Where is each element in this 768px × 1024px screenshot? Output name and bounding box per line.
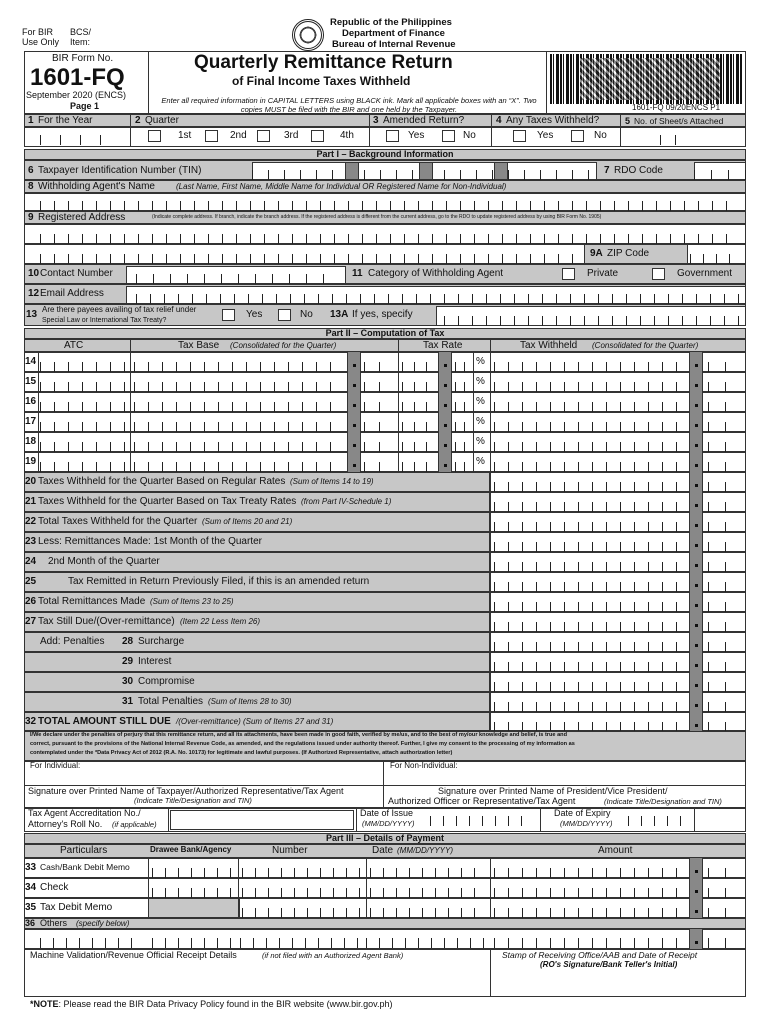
- tax-base-field[interactable]: [134, 422, 344, 432]
- atc-field[interactable]: [40, 442, 128, 452]
- barcode-label: 1601-FQ 09/20ENCS P1: [632, 103, 721, 112]
- tax-rate-field[interactable]: [402, 362, 438, 372]
- form-title: Quarterly Remittance Return: [194, 52, 453, 73]
- agent-accreditation-field[interactable]: [170, 810, 354, 830]
- payment-r33-label: Cash/Bank Debit Memo: [40, 862, 130, 872]
- part3-title: Part III – Details of Payment: [24, 833, 746, 844]
- tax-withheld-field[interactable]: [494, 382, 686, 392]
- zip-label: ZIP Code: [607, 248, 650, 259]
- signature-non-individual-label[interactable]: Signature over Printed Name of President/Vice President/: [438, 786, 668, 796]
- col-tax-rate: Tax Rate: [423, 340, 463, 351]
- item-number: 32: [25, 716, 37, 727]
- row-number: 17: [25, 416, 37, 427]
- bir-text: Bureau of Internal Revenue: [332, 39, 456, 50]
- part1-title: Part I – Background Information: [24, 149, 746, 160]
- amount-field[interactable]: [494, 868, 686, 878]
- tax-withheld-field[interactable]: [494, 362, 686, 372]
- item-31-label: Total Penalties: [138, 696, 204, 707]
- atc-field[interactable]: [40, 402, 128, 412]
- payment-r34-label: Check: [40, 882, 69, 893]
- date-of-expiry-field[interactable]: [628, 816, 688, 826]
- tin-label: Taxpayer Identification Number (TIN): [38, 165, 202, 176]
- withheld-yes-checkbox[interactable]: [513, 130, 526, 142]
- item-number: 30: [122, 676, 134, 687]
- relief-no-checkbox[interactable]: [278, 309, 291, 321]
- item-number: 24: [25, 556, 37, 567]
- form-subtitle: of Final Income Taxes Withheld: [232, 74, 411, 88]
- date-field[interactable]: [370, 868, 486, 878]
- item-number: 20: [25, 476, 37, 487]
- item-30-label: Compromise: [138, 676, 195, 687]
- item-28-label: Surcharge: [138, 636, 185, 647]
- amount-field[interactable]: [494, 908, 686, 918]
- item-number: 25: [25, 576, 37, 587]
- category-government-checkbox[interactable]: [652, 268, 665, 280]
- date-of-expiry-label: Date of Expiry: [554, 808, 611, 818]
- dof-text: Department of Finance: [342, 28, 445, 39]
- tax-rate-field[interactable]: [402, 422, 438, 432]
- item-number: 31: [122, 696, 134, 707]
- tax-withheld-field[interactable]: [494, 402, 686, 412]
- payment-r35-label: Tax Debit Memo: [40, 902, 113, 913]
- email-label: Email Address: [40, 288, 104, 299]
- stamp-label: Stamp of Receiving Office/AAB and Date of Receipt: [502, 950, 698, 960]
- rdo-label: RDO Code: [614, 165, 663, 176]
- col-tax-base: Tax Base: [178, 340, 220, 351]
- add-penalties-label: Add: Penalties: [40, 636, 105, 647]
- page-number: Page 1: [70, 101, 100, 111]
- tax-base-field[interactable]: [134, 462, 344, 472]
- row-number: 19: [25, 456, 37, 467]
- date-of-issue-field[interactable]: [430, 816, 534, 826]
- item-20-label: Taxes Withheld for the Quarter Based on Regular Rates: [38, 476, 286, 487]
- sheets-label: No. of Sheet/s Attached: [634, 116, 724, 126]
- year-field[interactable]: [40, 135, 120, 145]
- row-number: 16: [25, 396, 37, 407]
- republic-text: Republic of the Philippines: [330, 17, 452, 28]
- amount-field[interactable]: [494, 888, 686, 898]
- tax-rate-field[interactable]: [402, 462, 438, 472]
- atc-field[interactable]: [40, 422, 128, 432]
- sheets-field[interactable]: [660, 135, 690, 145]
- item-number: 22: [25, 516, 37, 527]
- amended-yes-checkbox[interactable]: [386, 130, 399, 142]
- number-field[interactable]: [242, 908, 362, 918]
- item-number: 21: [25, 496, 37, 507]
- atc-field[interactable]: [40, 362, 128, 372]
- form-edition: September 2020 (ENCS): [26, 90, 127, 100]
- signature-individual-label[interactable]: Signature over Printed Name of Taxpayer/Authorized Representative/Tax Agent: [28, 786, 344, 796]
- agent-accreditation-label: Tax Agent Accreditation No./: [28, 808, 141, 818]
- part2-title: Part II – Computation of Tax: [24, 328, 746, 339]
- tax-base-field[interactable]: [134, 362, 344, 372]
- bcs-label: BCS/: [70, 27, 92, 37]
- tax-withheld-field[interactable]: [494, 442, 686, 452]
- item-25-label: Tax Remitted in Return Previously Filed, if this is an amended return: [68, 576, 370, 587]
- date-field[interactable]: [370, 888, 486, 898]
- item-number: 28: [122, 636, 134, 647]
- item-label: Item:: [70, 37, 91, 47]
- quarter-3rd-checkbox[interactable]: [257, 130, 270, 142]
- item-number: 29: [122, 656, 134, 667]
- declaration-text: I/We declare under the penalties of perjury that this remittance return, and all its attachments, have been made in good faith, verified by me/us, and to the best of my/our knowledge and belief, is true and: [30, 732, 568, 738]
- item-22-label: Total Taxes Withheld for the Quarter: [38, 516, 198, 527]
- item-number: 26: [25, 596, 37, 607]
- item-number: 23: [25, 536, 37, 547]
- tax-rate-field[interactable]: [402, 402, 438, 412]
- bir-seal-icon: [292, 19, 324, 51]
- item-29-label: Interest: [138, 656, 172, 667]
- form-number: 1601-FQ: [30, 64, 125, 91]
- form-no-label: BIR Form No.: [52, 53, 114, 64]
- row-number: 14: [25, 356, 37, 367]
- note-label: *NOTE: [30, 999, 59, 1009]
- number-field[interactable]: [242, 888, 362, 898]
- item-number: 27: [25, 616, 37, 627]
- category-label: Category of Withholding Agent: [368, 268, 504, 279]
- date-field[interactable]: [370, 908, 486, 918]
- tax-base-field[interactable]: [134, 402, 344, 412]
- quarter-1st-checkbox[interactable]: [148, 130, 161, 142]
- col-tax-withheld: Tax Withheld: [520, 340, 578, 351]
- relief-specify-label: If yes, specify: [352, 309, 413, 320]
- agent-name-label: Withholding Agent's Name: [38, 181, 155, 192]
- quarter-label: Quarter: [145, 115, 179, 126]
- item-32-label: TOTAL AMOUNT STILL DUE: [38, 716, 171, 727]
- item-26-label: Total Remittances Made: [38, 596, 146, 607]
- tax-base-field[interactable]: [134, 382, 344, 392]
- tax-base-field[interactable]: [134, 442, 344, 452]
- item-24-label: 2nd Month of the Quarter: [48, 556, 160, 567]
- number-field[interactable]: [242, 868, 362, 878]
- quarter-4th-checkbox[interactable]: [311, 130, 324, 142]
- tax-rate-field[interactable]: [402, 442, 438, 452]
- relief-question: Are there payees availing of tax relief under: [42, 305, 197, 314]
- row-number: 15: [25, 376, 37, 387]
- for-bir-label: For BIR: [22, 27, 54, 37]
- tax-rate-field[interactable]: [402, 382, 438, 392]
- year-label: For the Year: [38, 115, 93, 126]
- withheld-no-checkbox[interactable]: [571, 130, 584, 142]
- drawee-bank-field[interactable]: [152, 888, 236, 898]
- payment-others-amount[interactable]: [494, 938, 686, 948]
- row-number: 18: [25, 436, 37, 447]
- barcode-pattern: [580, 58, 720, 100]
- use-only-label: Use Only: [22, 37, 60, 47]
- drawee-bank-field[interactable]: [152, 868, 236, 878]
- item-21-label: Taxes Withheld for the Quarter Based on Tax Treaty Rates: [38, 496, 297, 507]
- relief-yes-checkbox[interactable]: [222, 309, 235, 321]
- payment-others-label: Others: [40, 918, 68, 928]
- quarter-2nd-checkbox[interactable]: [205, 130, 218, 142]
- any-withheld-label: Any Taxes Withheld?: [506, 115, 600, 126]
- zip-field[interactable]: [690, 254, 742, 264]
- tax-withheld-field[interactable]: [494, 422, 686, 432]
- tax-withheld-field[interactable]: [494, 462, 686, 472]
- item-23-label: Less: Remittances Made: 1st Month of the Quarter: [38, 536, 262, 547]
- col-atc: ATC: [64, 340, 84, 351]
- amended-label: Amended Return?: [383, 115, 465, 126]
- atc-field[interactable]: [40, 462, 128, 472]
- amended-no-checkbox[interactable]: [442, 130, 455, 142]
- footer-note: : Please read the BIR Data Privacy Policy found in the BIR website (www.bir.gov.ph): [58, 999, 393, 1009]
- instructions: Enter all required information in CAPITAL LETTERS using BLACK ink. Mark all applicable boxes with an “X”. Two copies MUST be filed with the BIR and one held by the Taxpayer.: [161, 96, 537, 114]
- category-private-checkbox[interactable]: [562, 268, 575, 280]
- date-of-issue-label: Date of Issue: [360, 808, 414, 818]
- item-27-label: Tax Still Due/(Over-remittance): [38, 616, 175, 627]
- contact-label: Contact Number: [40, 268, 113, 279]
- atc-field[interactable]: [40, 382, 128, 392]
- address-label: Registered Address: [38, 212, 126, 223]
- machine-validation-label: Machine Validation/Revenue Official Receipt Details: [30, 950, 237, 960]
